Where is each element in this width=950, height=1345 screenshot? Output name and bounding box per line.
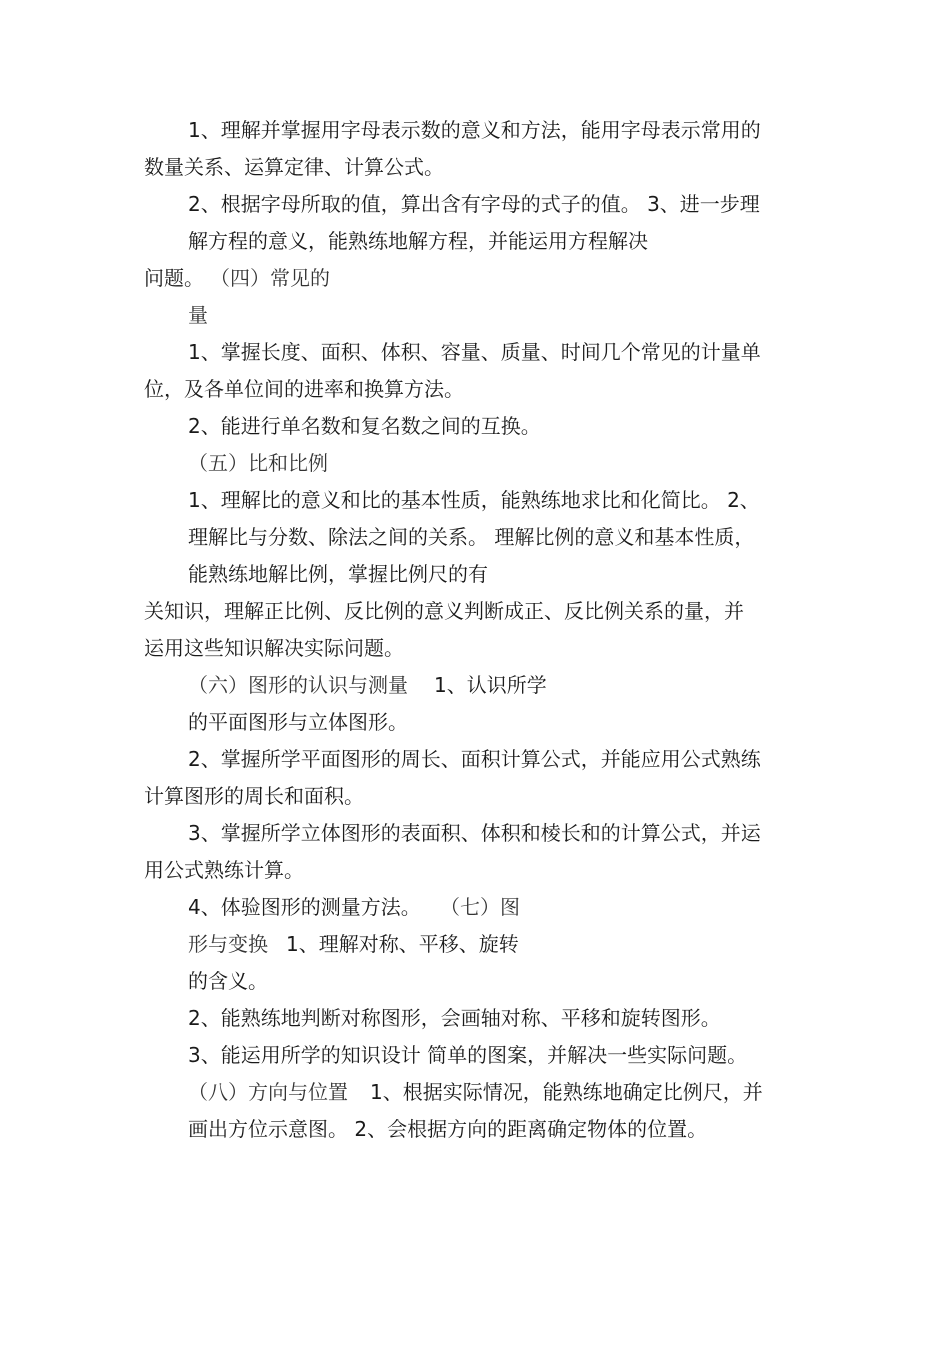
- text-line: 计算图形的周长和面积。: [144, 784, 364, 808]
- text-line: 画出方位示意图。 2、会根据方向的距离确定物体的位置。: [188, 1117, 708, 1141]
- text-line: 解方程的意义，能熟练地解方程，并能运用方程解决: [188, 229, 648, 253]
- section-heading: （五）比和比例: [188, 451, 328, 475]
- text-line: 1、掌握长度、面积、体积、容量、质量、时间几个常见的计量单: [188, 340, 761, 364]
- text-line: 3、能运用所学的知识设计 简单的图案，并解决一些实际问题。: [188, 1043, 748, 1067]
- text-line: 3、掌握所学立体图形的表面积、体积和棱长和的计算公式，并运: [188, 821, 761, 845]
- text-line: 能熟练地解比例，掌握比例尺的有: [188, 562, 488, 586]
- text-line: 1、认识所学: [434, 673, 547, 697]
- text-line: 的平面图形与立体图形。: [188, 710, 408, 734]
- text-line: 位，及各单位间的进率和换算方法。: [144, 377, 464, 401]
- text-line: 用公式熟练计算。: [144, 858, 304, 882]
- text-line: 1、理解对称、平移、旋转: [286, 932, 519, 956]
- text-line: 1、根据实际情况，能熟练地确定比例尺，并: [370, 1080, 763, 1104]
- text-line: 4、体验图形的测量方法。: [188, 895, 421, 919]
- text-line: 运用这些知识解决实际问题。: [144, 636, 404, 660]
- section-heading: 形与变换: [188, 932, 268, 956]
- text-line: 2、能熟练地判断对称图形，会画轴对称、平移和旋转图形。: [188, 1006, 721, 1030]
- section-heading: （六）图形的认识与测量: [188, 673, 408, 697]
- text-line: 2、根据字母所取的值，算出含有字母的式子的值。 3、进一步理: [188, 192, 760, 216]
- text-line: 问题。: [144, 266, 204, 290]
- text-line: 理解比与分数、除法之间的关系。 理解比例的意义和基本性质，: [188, 525, 755, 549]
- text-line: 1、理解比的意义和比的基本性质，能熟练地求比和化简比。 2、: [188, 488, 760, 512]
- section-heading: （七）图: [440, 895, 520, 919]
- section-heading: 量: [188, 303, 208, 327]
- section-heading: （八）方向与位置: [188, 1080, 348, 1104]
- text-line: 数量关系、运算定律、计算公式。: [144, 155, 444, 179]
- text-line: 的含义。: [188, 969, 268, 993]
- text-line: 1、理解并掌握用字母表示数的意义和方法，能用字母表示常用的: [188, 118, 761, 142]
- section-heading: （四）常见的: [210, 266, 330, 290]
- text-line: 关知识，理解正比例、反比例的意义判断成正、反比例关系的量，并: [144, 599, 744, 623]
- text-line: 2、能进行单名数和复名数之间的互换。: [188, 414, 541, 438]
- text-line: 2、掌握所学平面图形的周长、面积计算公式，并能应用公式熟练: [188, 747, 761, 771]
